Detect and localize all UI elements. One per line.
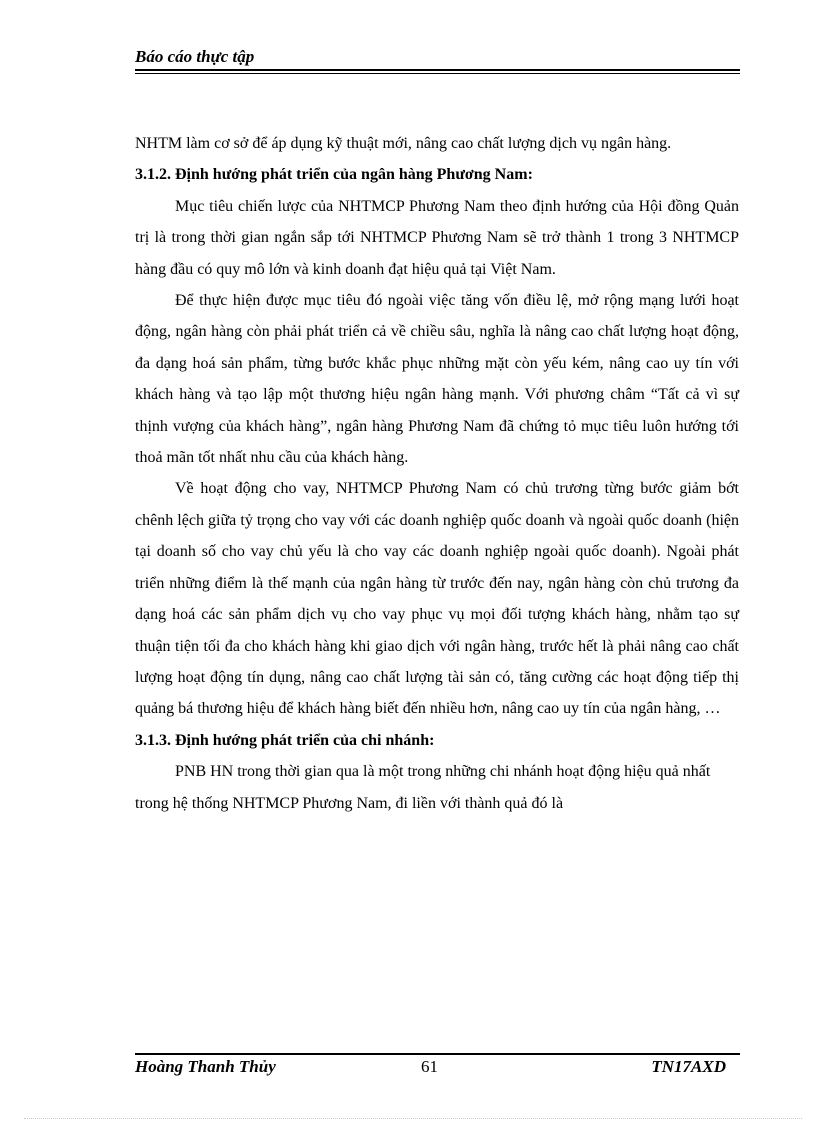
footer-class-code: TN17AXD: [651, 1057, 726, 1076]
header-title: Báo cáo thực tập: [135, 47, 255, 66]
paragraph-branch-orientation: PNB HN trong thời gian qua là một trong những chi nhánh hoạt động hiệu quả nhất trong hệ thống NHTMCP Phương Nam, đi liền với thành quả đó là: [135, 763, 711, 812]
section-heading-3-1-2: 3.1.2. Định hướng phát triển của ngân hàng Phương Nam:: [135, 166, 533, 184]
page-bottom-edge: [24, 1118, 802, 1119]
paragraph-intro: NHTM làm cơ sở để áp dụng kỹ thuật mới, nâng cao chất lượng dịch vụ ngân hàng.: [135, 135, 672, 152]
page-number: 61: [421, 1057, 438, 1076]
page-header: [135, 46, 740, 74]
header-rule-thick: [135, 69, 740, 71]
page-footer: [135, 1053, 740, 1079]
paragraph-lending-activity: Về hoạt động cho vay, NHTMCP Phương Nam có chủ trương từng bước giảm bớt chênh lệch giữa tỷ trọng cho vay với các doanh nghiệp quốc doanh và ngoài quốc doanh (hiện tại doanh số cho vay chủ yếu là cho vay các doanh nghiệp ngoài quốc doanh). Ngoài phát triển những điểm là thế mạnh của ngân hàng từ trước đến nay, ngân hàng còn chủ trương đa dạng hoá các sản phẩm dịch vụ cho vay phục vụ mọi đối tượng khách hàng, nhằm tạo sự thuận tiện tối đa cho khách hàng khi giao dịch với ngân hàng, trước hết là phải nâng cao chất lượng hoạt động tín dụng, nâng cao chất lượng tài sản có, tăng cường các hoạt động tiếp thị quảng bá thương hiệu để khách hàng biết đến nhiều hơn, nâng cao uy tín của ngân hàng, …: [135, 480, 739, 718]
footer-author: Hoàng Thanh Thủy: [135, 1057, 276, 1076]
paragraph-strategy-goal: Mục tiêu chiến lược của NHTMCP Phương Nam theo định hướng của Hội đồng Quản trị là trong thời gian ngắn sắp tới NHTMCP Phương Nam sẽ trở thành 1 trong 3 NHTMCP hàng đầu có quy mô lớn và kinh doanh đạt hiệu quả tại Việt Nam.: [135, 197, 739, 278]
paragraph-strategy-implementation: Để thực hiện được mục tiêu đó ngoài việc tăng vốn điều lệ, mở rộng mạng lưới hoạt động, ngân hàng còn phải phát triển cả về chiều sâu, nghĩa là nâng cao chất lượng hoạt động, đa dạng hoá sản phẩm, từng bước khắc phục những mặt còn yếu kém, nâng cao uy tín với khách hàng và tạo lập một thương hiệu ngân hàng mạnh. Với phương châm “Tất cả vì sự thịnh vượng của khách hàng”, ngân hàng Phương Nam đã chứng tỏ mục tiêu luôn hướng tới thoả mãn tốt nhất nhu cầu của khách hàng.: [135, 292, 739, 467]
section-heading-3-1-3: 3.1.3. Định hướng phát triển của chi nhánh:: [135, 731, 435, 749]
document-body: [135, 128, 739, 819]
header-rule-thin: [135, 73, 740, 74]
